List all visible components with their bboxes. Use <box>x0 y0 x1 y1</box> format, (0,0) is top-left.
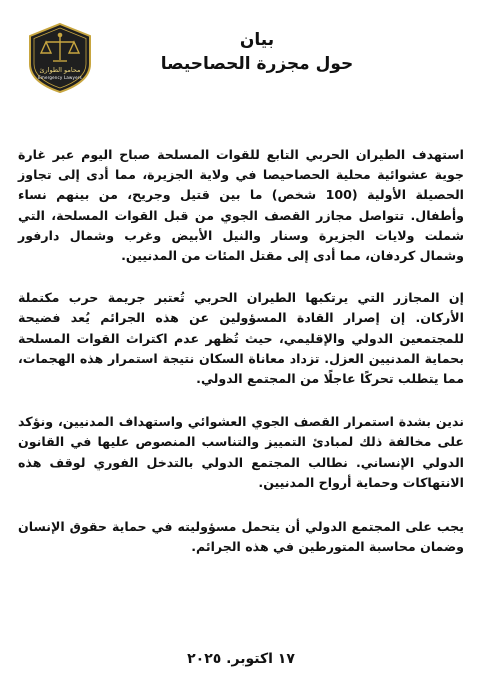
paragraph-4: يجب على المجتمع الدولي أن يتحمل مسؤوليته في حماية حقوق الإنسان وضمان محاسبة المتورطين في هذه الجرائم. <box>18 519 464 555</box>
statement-body <box>18 145 464 557</box>
statement-date: ١٧ اكتوبر. ٢٠٢٥ <box>187 651 295 667</box>
paragraph-2: إن المجازر التي يرتكبها الطيران الحربي تُعتبر جريمة حرب مكتملة الأركان. إن إصرار القادة المسؤولين عن هذه الجرائم يُعد فضيحة للمجتمعين الدولي والإقليمي، حيث تُظهر عدم اكتراث القوات المسلحة بحماية المدنيين العزل. تزداد معاناة السكان نتيجة استمرار هذه الهجمات، مما يتطلب تحركًا عاجلًا من المجتمع الدولي. <box>18 290 464 387</box>
logo-subtitle: Emergency Lawyers <box>38 75 82 80</box>
paragraph-1: استهدف الطيران الحربي التابع للقوات المسلحة صباح اليوم عبر غارة جوية عشوائية محلية الحصاحيصا في ولاية الجزيرة، مما أدى إلى تجاوز الحصيلة الأولية (100 شخص) ما بين قتيل وجريح، من بينهم نساء وأطفال. تتواصل مجازر القصف الجوي من قبل القوات المسلحة، التي شملت ولايات الجزيرة وسنار والنيل الأبيض وغرب وشمال دارفور وشمال كردفان، مما أدى إلى مقتل المئات من المدنيين. <box>18 147 464 264</box>
logo-name: محامو الطوارئ <box>39 66 81 74</box>
emergency-lawyers-logo <box>24 22 96 94</box>
paragraph-3: ندين بشدة استمرار القصف الجوي العشوائي واستهداف المدنيين، ونؤكد على مخالفة ذلك لمبادئ التمييز والتناسب المنصوص عليها في القانون الدولي الإنساني. نطالب المجتمع الدولي بالتدخل الفوري لوقف هذه الانتهاكات وحماية أرواح المدنيين. <box>18 414 464 490</box>
statement-title: بيان <box>239 30 275 50</box>
statement-subtitle: حول مجزرة الحصاحيصا <box>160 54 354 74</box>
statement-header <box>132 28 382 76</box>
shield-badge-icon <box>24 22 96 94</box>
